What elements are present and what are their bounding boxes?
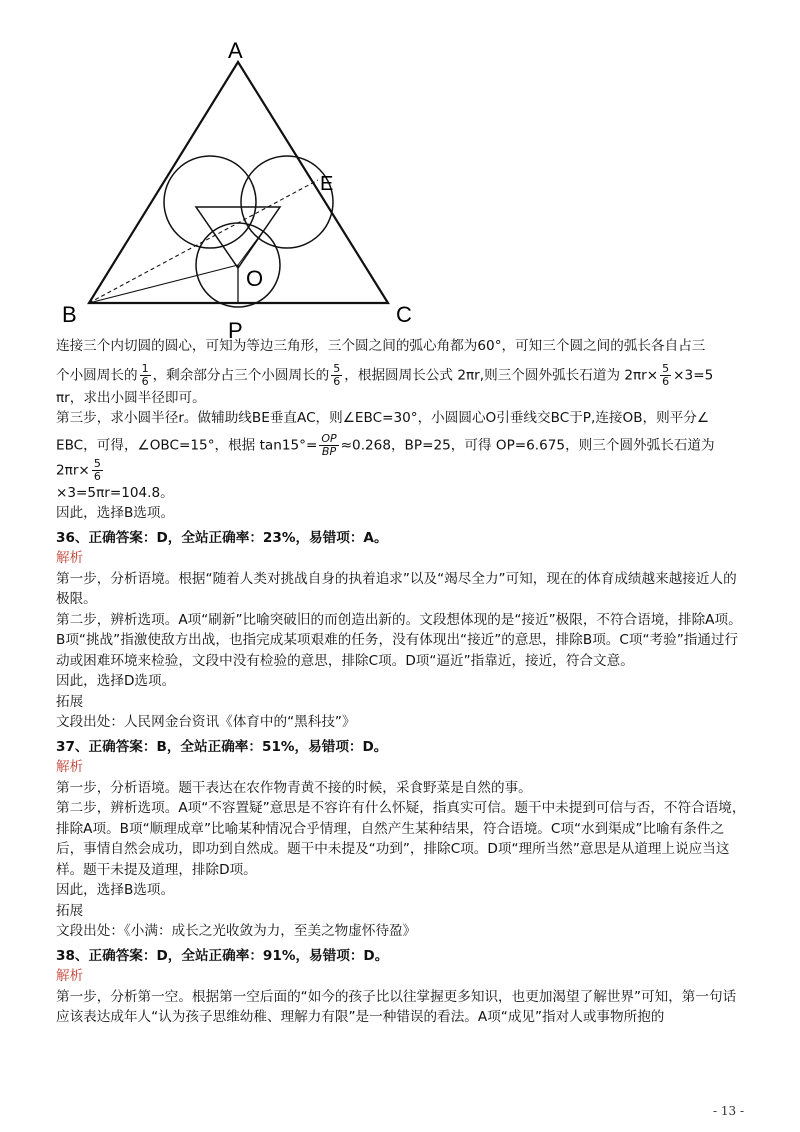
q36-step2: 第二步，辨析选项。A项“刷新”比喻突破旧的而创造出新的。文段想体现的是“接近”极限，不符合语境，排除A项。B项“挑战”指激使敌方出战，也指完成某项艰难的任务，没有体现出“接近”的意思，排除B项。C项“考验”指通过行动或困难环境来检验，文段中没有检验的意思，排除C项。D项“逼近”指靠近，接近，符合文意。	[56, 611, 742, 669]
frac-den: 6	[93, 469, 101, 483]
q36-jiexi: 解析	[56, 550, 84, 566]
q38-jiexi: 解析	[56, 968, 84, 984]
q35-line5	[56, 433, 746, 483]
fraction-5-6	[660, 363, 671, 388]
fraction-5-6	[331, 363, 342, 388]
fraction-1-6	[140, 363, 151, 388]
label-b: B	[62, 302, 77, 327]
q35-line6: ×3=5πr=104.8。	[56, 484, 174, 501]
frac-num: 5	[93, 456, 101, 470]
label-a: A	[228, 38, 243, 63]
line-be	[89, 180, 318, 303]
triangle-diagram	[60, 30, 440, 350]
q36-conclusion: 因此，选择D选项。	[56, 673, 176, 689]
frac-den: 6	[662, 374, 670, 388]
q38-header: 38、正确答案：D，全站正确率：91%，易错项：D。	[56, 947, 389, 964]
q35-text-c: ，根据圆周长公式 2πr,则三个圆外弧长石道为 2πr×	[344, 367, 659, 383]
q35-line4: 第三步，求小圆半径r。做辅助线BE垂直AC，则∠EBC=30°，小圆圆心O引垂线交BC于P,连接OB，则平分∠	[56, 410, 710, 426]
q37-conclusion: 因此，选择B选项。	[56, 882, 175, 898]
q37-tuozhan: 拓展	[56, 902, 84, 919]
q36-step1: 第一步，分析语境。根据“随着人类对挑战自身的执着追求”以及“竭尽全力”可知，现在的体育成绩越来越接近人的极限。	[56, 570, 737, 607]
q37-header: 37、正确答案：B，全站正确率：51%，易错项：D。	[56, 738, 388, 755]
line-bo	[89, 265, 238, 303]
q35-line7: 因此，选择B选项。	[56, 505, 175, 521]
frac-num: 5	[333, 361, 341, 375]
label-o: O	[246, 266, 264, 291]
q35-text-e: EBC，可得，∠OBC=15°，根据 tan15°=	[56, 437, 318, 453]
frac-den: 6	[141, 374, 149, 388]
inner-triangle	[196, 207, 280, 268]
label-c: C	[396, 302, 412, 327]
q36-tuozhan: 拓展	[56, 693, 84, 710]
q37-source: 文段出处：《小满：成长之光收敛为力，至美之物虚怀待盈》	[56, 923, 417, 939]
answer-content	[56, 336, 746, 1028]
geometry-figure	[60, 30, 440, 350]
q35-text-d: ×3=5	[673, 367, 714, 383]
fraction-5-6	[92, 458, 103, 483]
q35-line2	[56, 363, 746, 388]
q37-step1: 第一步，分析语境。题干表达在农作物青黄不接的时候，采食野菜是自然的事。	[56, 779, 532, 796]
q35-text-a: 个小圆周长的	[56, 367, 138, 383]
q35-line3: πr，求出小圆半径即可。	[56, 389, 206, 406]
frac-den: 6	[333, 374, 341, 388]
frac-num: OP	[321, 431, 337, 445]
circle-right	[241, 156, 333, 248]
frac-den: BP	[319, 445, 338, 458]
fraction-op-bp	[319, 433, 338, 458]
q35-text-f: ≈0.268，BP=25，可得 OP=6.675，则三个圆外弧长石道为 2πr×	[56, 437, 715, 478]
q38-step1: 第一步，分析第一空。根据第一空后面的“如今的孩子比以往掌握更多知识，也更加渴望了解世界”可知，第一句话应该表达成年人“认为孩子思维幼稚、理解力有限”是一种错误的看法。A项“成见”指对人或事物所抱的	[56, 988, 737, 1025]
q35-text-b: ，剩余部分占三个小圆周长的	[152, 367, 330, 383]
q37-step2: 第二步，辨析选项。A项“不容置疑”意思是不容许有什么怀疑，指真实可信。题干中未提到可信与否，不符合语境，排除A项。B项“顺理成章”比喻某种情况合乎情理，自然产生某种结果，符合语境。C项“水到渠成”比喻有条件之后，事情自然会成功，即功到自然成。题干中未提及“功到”，排除C项。D项“理所当然”意思是从道理上说应当这样。题干未提及道理，排除D项。	[56, 800, 746, 878]
page-number: - 13 -	[712, 1104, 744, 1118]
q35-line1: 连接三个内切圆的圆心，可知为等边三角形，三个圆之间的弧心角都为60°，可知三个圆之间的弧长各自占三	[56, 338, 706, 354]
q37-jiexi: 解析	[56, 759, 84, 775]
label-e: E	[320, 173, 334, 195]
label-p: P	[228, 318, 243, 343]
q36-source: 文段出处：人民网金台资讯《体育中的“黑科技”》	[56, 714, 356, 730]
q36-header: 36、正确答案：D，全站正确率：23%，易错项：A。	[56, 529, 388, 546]
frac-num: 5	[662, 361, 670, 375]
frac-num: 1	[141, 361, 149, 375]
